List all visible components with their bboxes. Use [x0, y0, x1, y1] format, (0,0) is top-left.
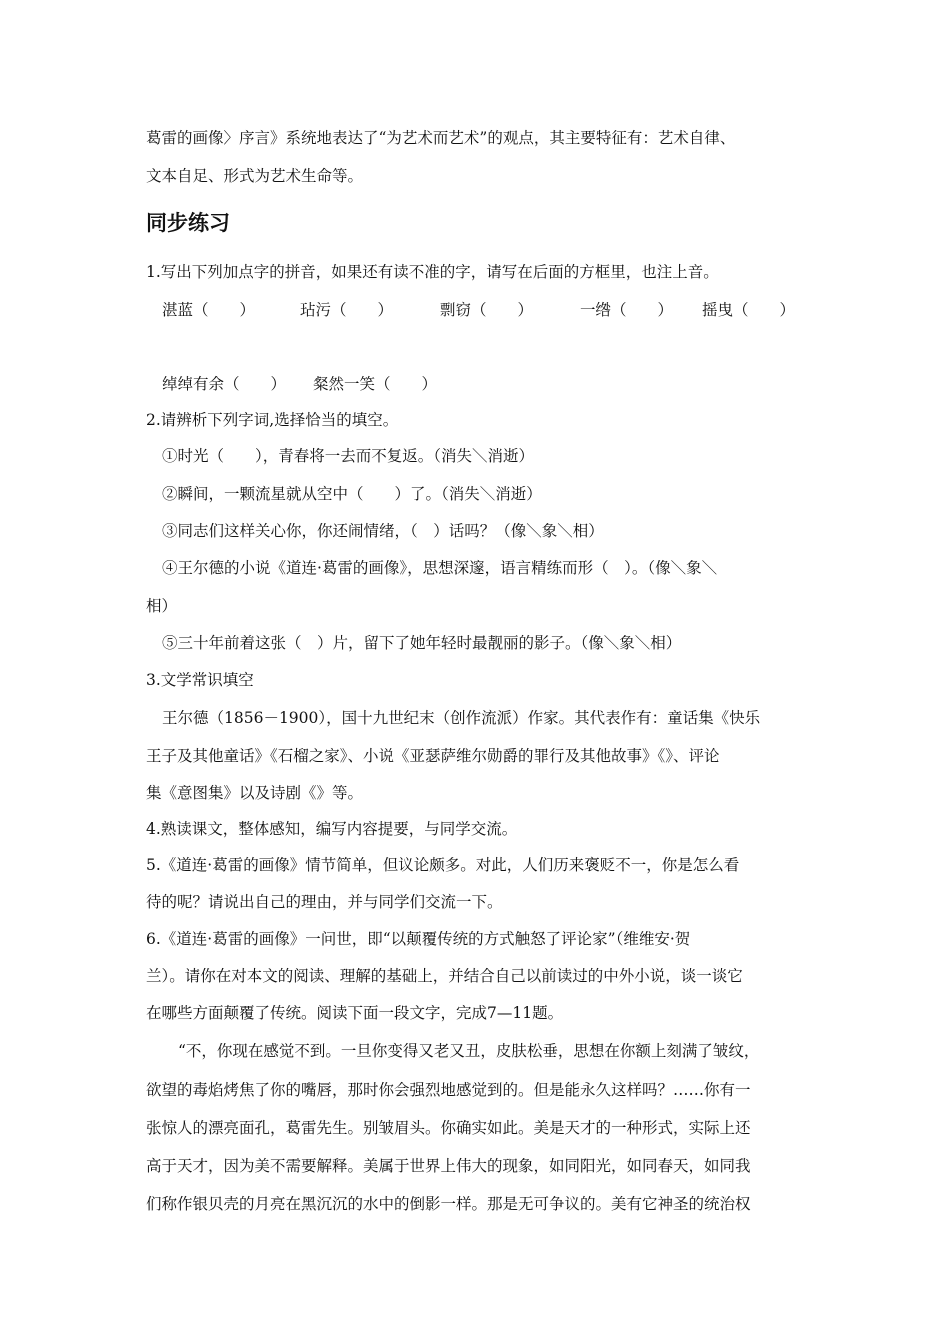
q2-item-4-cont: 相） — [146, 597, 178, 615]
section-title: 同步练习 — [146, 211, 230, 235]
q2-item-5: ⑤三十年前着这张（ ）片，留下了她年轻时最靓丽的影子。（像＼象＼相） — [162, 634, 682, 652]
passage-line-4: 高于天才，因为美不需要解释。美属于世界上伟大的现象，如同阳光，如同春天，如同我 — [146, 1157, 751, 1175]
q1-word-7: 粲然一笑（ ） — [313, 375, 438, 393]
passage-line-2: 欲望的毒焰烤焦了你的嘴唇，那时你会强烈地感觉到的。但是能永久这样吗？……你有一 — [146, 1081, 751, 1099]
q5-line-1: 5.《道连·葛雷的画像》情节简单，但议论颇多。对此，人们历来褒贬不一，你是怎么看 — [146, 856, 740, 874]
q5-line-2: 待的呢？请说出自己的理由，并与同学们交流一下。 — [146, 893, 503, 911]
q2-prompt: 2.请辨析下列字词,选择恰当的填空。 — [146, 411, 399, 429]
q3-line-1: 王尔德（1856－1900），国十九世纪末（创作流派）作家。其代表作有：童话集《快乐 — [162, 709, 761, 727]
passage-line-3: 张惊人的漂亮面孔，葛雷先生。别皱眉头。你确实如此。美是天才的一种形式，实际上还 — [146, 1119, 751, 1137]
q1-word-4: 一绺（ ） — [580, 301, 674, 319]
q1-word-6: 绰绰有余（ ） — [162, 375, 287, 393]
q1-word-5: 摇曳（ ） — [702, 301, 796, 319]
passage-line-5: 们称作银贝壳的月亮在黑沉沉的水中的倒影一样。那是无可争议的。美有它神圣的统治权 — [146, 1195, 751, 1213]
q3-prompt: 3.文学常识填空 — [146, 671, 254, 689]
q6-line-3: 在哪些方面颠覆了传统。阅读下面一段文字，完成7—11题。 — [146, 1004, 564, 1022]
q2-item-2: ②瞬间，一颗流星就从空中（ ）了。（消失＼消逝） — [162, 485, 542, 503]
q1-word-3: 剽窃（ ） — [440, 301, 534, 319]
passage-line-1: “不，你现在感觉不到。一旦你变得又老又丑，皮肤松垂，思想在你额上刻满了皱纹， — [178, 1042, 760, 1060]
q6-line-2: 兰）。请你在对本文的阅读、理解的基础上，并结合自己以前读过的中外小说，谈一谈它 — [146, 967, 743, 985]
q1-word-2: 玷污（ ） — [300, 301, 394, 319]
q3-line-2: 王子及其他童话》《石榴之家》、小说《亚瑟萨维尔勋爵的罪行及其他故事》《》、评论 — [146, 747, 720, 765]
q2-item-4: ④王尔德的小说《道连·葛雷的画像》，思想深邃，语言精练而形（ ）。（像＼象＼ — [162, 559, 718, 577]
q6-line-1: 6.《道连·葛雷的画像》一问世，即“以颠覆传统的方式触怒了评论家”（维维安·贺 — [146, 930, 691, 948]
q3-line-3: 集《意图集》以及诗剧《》等。 — [146, 784, 364, 802]
intro-line-2: 文本自足、形式为艺术生命等。 — [146, 167, 364, 185]
q2-item-3: ③同志们这样关心你，你还闹情绪，（ ）话吗？（像＼象＼相） — [162, 522, 604, 540]
q2-item-1: ①时光（ ），青春将一去而不复返。（消失＼消逝） — [162, 447, 535, 465]
q4-prompt: 4.熟读课文，整体感知，编写内容提要，与同学交流。 — [146, 820, 518, 838]
intro-line-1: 葛雷的画像〉序言》系统地表达了“为艺术而艺术”的观点，其主要特征有：艺术自律、 — [146, 129, 736, 147]
q1-prompt: 1.写出下列加点字的拼音，如果还有读不准的字，请写在后面的方框里，也注上音。 — [146, 263, 719, 281]
q1-word-1: 湛蓝（ ） — [162, 301, 256, 319]
